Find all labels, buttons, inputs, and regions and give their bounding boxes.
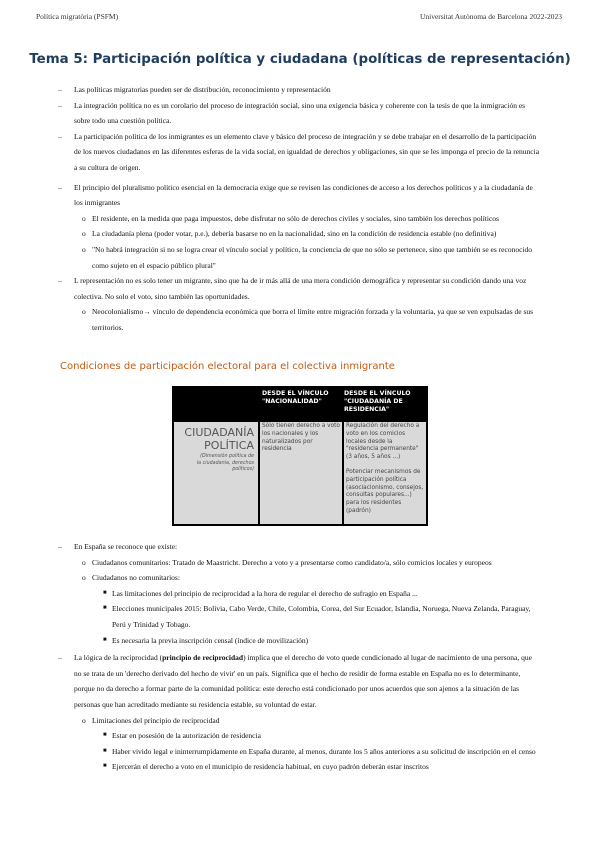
page-title: Tema 5: Participación política y ciudadana (políticas de representación): [29, 52, 571, 67]
participation-table: [172, 386, 428, 526]
list-item: – L representación no es solo tener un migrante, sino que ha de ir más allá de una mera condición demográfica y representar su condición dando una voz colectiva. No solo el voto, sino también las oportunidades.: [58, 276, 527, 301]
row-note: (Dimensión política de la ciudadanía, derechos políticos): [196, 454, 254, 472]
list-item: ■ Es necesaria la previa inscripción censal (índice de movilización): [103, 635, 309, 645]
list-item: ■ Las limitaciones del principio de reciprocidad a la hora de regular el derecho de sufragio en España ...: [103, 588, 418, 598]
list-item: o Neocolonialismo→ vínculo de dependencia económica que borra el límite entre migración forzada y la voluntaria, ya que se ven expulsadas de sus territorios.: [82, 307, 534, 332]
section-subtitle: Condiciones de participación electoral para el colectiva inmigrante: [60, 361, 395, 372]
list-item: o Limitaciones del principio de reciprocidad: [82, 715, 220, 725]
list-item: – La participación política de los inmigrantes es un elemento clave y básico del proceso de integración y se debe trabajar en el desarrollo de la participación de los nuevos ciudadanos en las diferentes esferas de la vida social, en igualdad de derechos y obligaciones, sin que se les imponga el precio de la renuncia a su cultura de origen.: [58, 131, 540, 172]
row-heading: CIUDADANÍA POLÍTICA: [184, 426, 254, 452]
header-course: Política migratòria (PSFM): [36, 12, 119, 21]
table-row-header-cell: [174, 422, 258, 524]
list-item: ■ Estar en posesión de la autorización de residencia: [103, 731, 261, 741]
list-item: ■ Ejercerán el derecho a voto en el municipio de residencia habitual, en cuyo padrón deberán estar inscritos: [103, 762, 429, 772]
list-item: o Ciudadanos comunitarios: Tratado de Maastricht. Derecho a voto y a presentarse como candidato/a, sólo comicios locales y europeos: [82, 557, 492, 567]
header-university: Universitat Autònoma de Barcelona 2022-2023: [419, 12, 562, 21]
residence-text-1: Regulación del derecho a voto en los comicios locales desde la "residencia permanente" (3 años, 5 años ...): [346, 423, 420, 461]
list-item: o Ciudadanos no comunitarios:: [82, 573, 180, 583]
list-item: ■ Haber vivido legal e ininterrumpidamente en España durante, al menos, durante los 5 años anteriores a su solicitud de inscripción en el censo: [103, 746, 536, 756]
table-header-nationality: DESDE EL VÍNCULO "NACIONALIDAD": [262, 390, 329, 405]
list-item: o La ciudadanía plena (poder votar, p.e.), debería basarse no en la nacionalidad, sino en la condición de residencia estable (no definitiva): [82, 229, 497, 239]
section-1: [60, 82, 540, 336]
table-header-residence: DESDE EL VÍNCULO "CIUDADANÍA DE RESIDENCIA": [344, 390, 411, 413]
table-cell-residence: [344, 422, 426, 524]
list-item: – En España se reconoce que existe:: [58, 542, 178, 551]
list-item: o El residente, en la medida que paga impuestos, debe disfrutar no sólo de derechos civiles y sociales, sino también los derechos políticos: [82, 213, 499, 223]
table-cell-nationality: Sólo tienen derecho a voto los nacionales y los naturalizados por residencia: [260, 422, 342, 524]
section-2: [60, 539, 540, 775]
list-item: o "No habrá integración si no se logra crear el vínculo social y político, la conciencia de que no sólo se pertenece, sino que también se es reconocido como sujeto en el espacio público plural": [82, 244, 532, 270]
list-item: – La lógica de la reciprocidad (principio de reciprocidad) implica que el derecho de voto quede condicionado al lugar de nacimiento de una persona, que no se trata de un 'derecho derivado del hecho de vivir' en un país. Significa que el hecho de residir de forma estable en España no es lo determinante, porque no da derecho a formar parte de la comunidad política: este derecho está condicionado por unos acuerdos que son ajenos a la situación de las personas que han acreditado mediante su residencia estable, su voluntad de estar.: [58, 653, 532, 709]
list-item: ■ Elecciones municipales 2015: Bolivia, Cabo Verde, Chile, Colombia, Corea, del Sur Ecuador, Islandia, Noruega, Nueva Zelanda, Paraguay, Perú y Trinidad y Tobago.: [103, 604, 531, 629]
residence-text-2: Potenciar mecanismos de participación política (asociacionismo, consejos, consultas populares...) para los residentes (padrón): [346, 468, 424, 514]
list-item: – La integración política no es un corolario del proceso de integración social, sino una exigencia básica y coherente con la tesis de que la inmigración es sobre todo una cuestión política.: [58, 100, 526, 126]
list-item: – Las políticas migratorias pueden ser de distribución, reconocimiento y representación: [58, 85, 331, 94]
list-item: – El principio del pluralismo político esencial en la democracia exige que se revisen las condiciones de acceso a los derechos políticos y a la ciudadanía de los inmigrantes: [58, 182, 533, 208]
